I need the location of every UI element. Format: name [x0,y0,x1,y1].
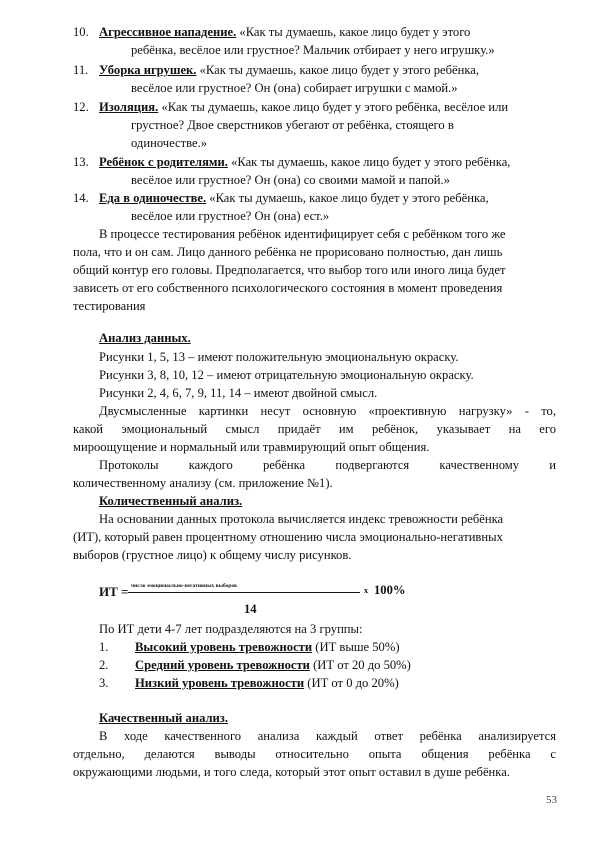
item-line: весёлое или грустное? Он (она) ест.» [131,209,330,223]
item-line: грустное? Двое сверстников убегают от ребёнка, стоящего в [131,118,454,132]
list-number: 11. [73,63,89,77]
item-title: Ребёнок с родителями. [99,155,228,169]
item-text: «Как ты думаешь, какое лицо будет у этого [239,25,471,39]
group-number: 1. [99,640,109,654]
analysis-line: Рисунки 3, 8, 10, 12 – имеют отрицательную эмоциональную окраску. [99,368,474,382]
item-line [99,62,479,78]
group-number: 2. [99,658,109,672]
analysis-paragraph-line: какой эмоциональный смысл придаёт им ребёнок, указывает на его [73,422,556,436]
quant-heading: Количественный анализ. [99,494,243,508]
analysis-heading: Анализ данных. [99,331,191,345]
quant-line: На основании данных протокола вычисляется индекс тревожности ребёнка [99,512,504,526]
protocols-line: количественному анализу (см. приложение №1). [73,476,333,490]
formula-percent: 100% [374,583,406,597]
item-line: ребёнка, весёлое или грустное? Мальчик отбирает у него игрушку.» [131,43,495,57]
item-text: «Как ты думаешь, какое лицо будет у этого ребёнка, [199,63,479,77]
formula-fraction-line [128,592,360,593]
qual-line: В ходе качественного анализа каждый ответ ребёнка анализируется [99,729,556,743]
item-line [99,24,470,40]
group-range: (ИТ выше 50%) [315,640,400,654]
analysis-paragraph-line: мироощущение и нормальный или травмирующий опыт общения. [73,440,430,454]
protocols-line: Протоколы каждого ребёнка подвергаются качественному и [99,458,556,472]
paragraph-line: зависеть от его собственного психологического состояния в момент проведения [73,281,503,295]
analysis-paragraph-line: Двусмысленные картинки несут основную «проективную нагрузку» - то, [99,404,556,418]
group-name: Низкий уровень тревожности [135,676,305,690]
qual-heading: Качественный анализ. [99,711,229,725]
group-line [135,657,411,673]
item-title: Еда в одиночестве. [99,191,207,205]
item-line [99,154,510,170]
group-name: Средний уровень тревожности [135,658,310,672]
list-number: 13. [73,155,89,169]
item-text: «Как ты думаешь, какое лицо будет у этого ребёнка, [209,191,489,205]
item-line [99,190,489,206]
list-number: 10. [73,25,89,39]
group-line [135,675,399,691]
quant-line: выборов (грустное лицо) к общему числу рисунков. [73,548,352,562]
item-title: Уборка игрушек. [99,63,197,77]
paragraph-line: тестирования [73,299,146,313]
page-number: 53 [546,794,557,806]
item-line: одиночестве.» [131,136,208,150]
formula-numerator: число эмоционально-негативных выборов [131,583,237,589]
item-line [99,99,508,115]
qual-line: окружающими людьми, и того следа, который этот опыт оставил в душе ребёнка. [73,765,510,779]
item-line: весёлое или грустное? Он (она) собирает игрушки с мамой.» [131,81,458,95]
list-number: 12. [73,100,89,114]
analysis-line: Рисунки 2, 4, 6, 7, 9, 11, 14 – имеют двойной смысл. [99,386,378,400]
formula-denominator: 14 [244,602,257,616]
qual-line: отдельно, делаются выводы относительно опыта общения ребёнка с [73,747,556,761]
groups-intro: По ИТ дети 4-7 лет подразделяются на 3 группы: [99,622,363,636]
item-text: «Как ты думаешь, какое лицо будет у этого ребёнка, весёлое или [161,100,509,114]
quant-line: (ИТ), который равен процентному отношению числа эмоционально-негативных [73,530,503,544]
group-number: 3. [99,676,109,690]
group-range: (ИТ от 20 до 50%) [313,658,411,672]
item-title: Агрессивное нападение. [99,25,237,39]
formula-times: х [364,586,368,595]
group-name: Высокий уровень тревожности [135,640,313,654]
paragraph-line: В процессе тестирования ребёнок идентифицирует себя с ребёнком того же [99,227,506,241]
item-line: весёлое или грустное? Он (она) со своими мамой и папой.» [131,173,450,187]
group-line [135,639,400,655]
paragraph-line: пола, что и он сам. Лицо данного ребёнка не прорисовано полностью, дан лишь [73,245,503,259]
item-title: Изоляция. [99,100,159,114]
list-number: 14. [73,191,89,205]
item-text: «Как ты думаешь, какое лицо будет у этого ребёнка, [231,155,511,169]
group-range: (ИТ от 0 до 20%) [307,676,399,690]
paragraph-line: общий контур его головы. Предполагается, что выбор того или иного лица будет [73,263,506,277]
analysis-line: Рисунки 1, 5, 13 – имеют положительную эмоциональную окраску. [99,350,459,364]
formula-lhs: ИТ = [99,584,129,599]
